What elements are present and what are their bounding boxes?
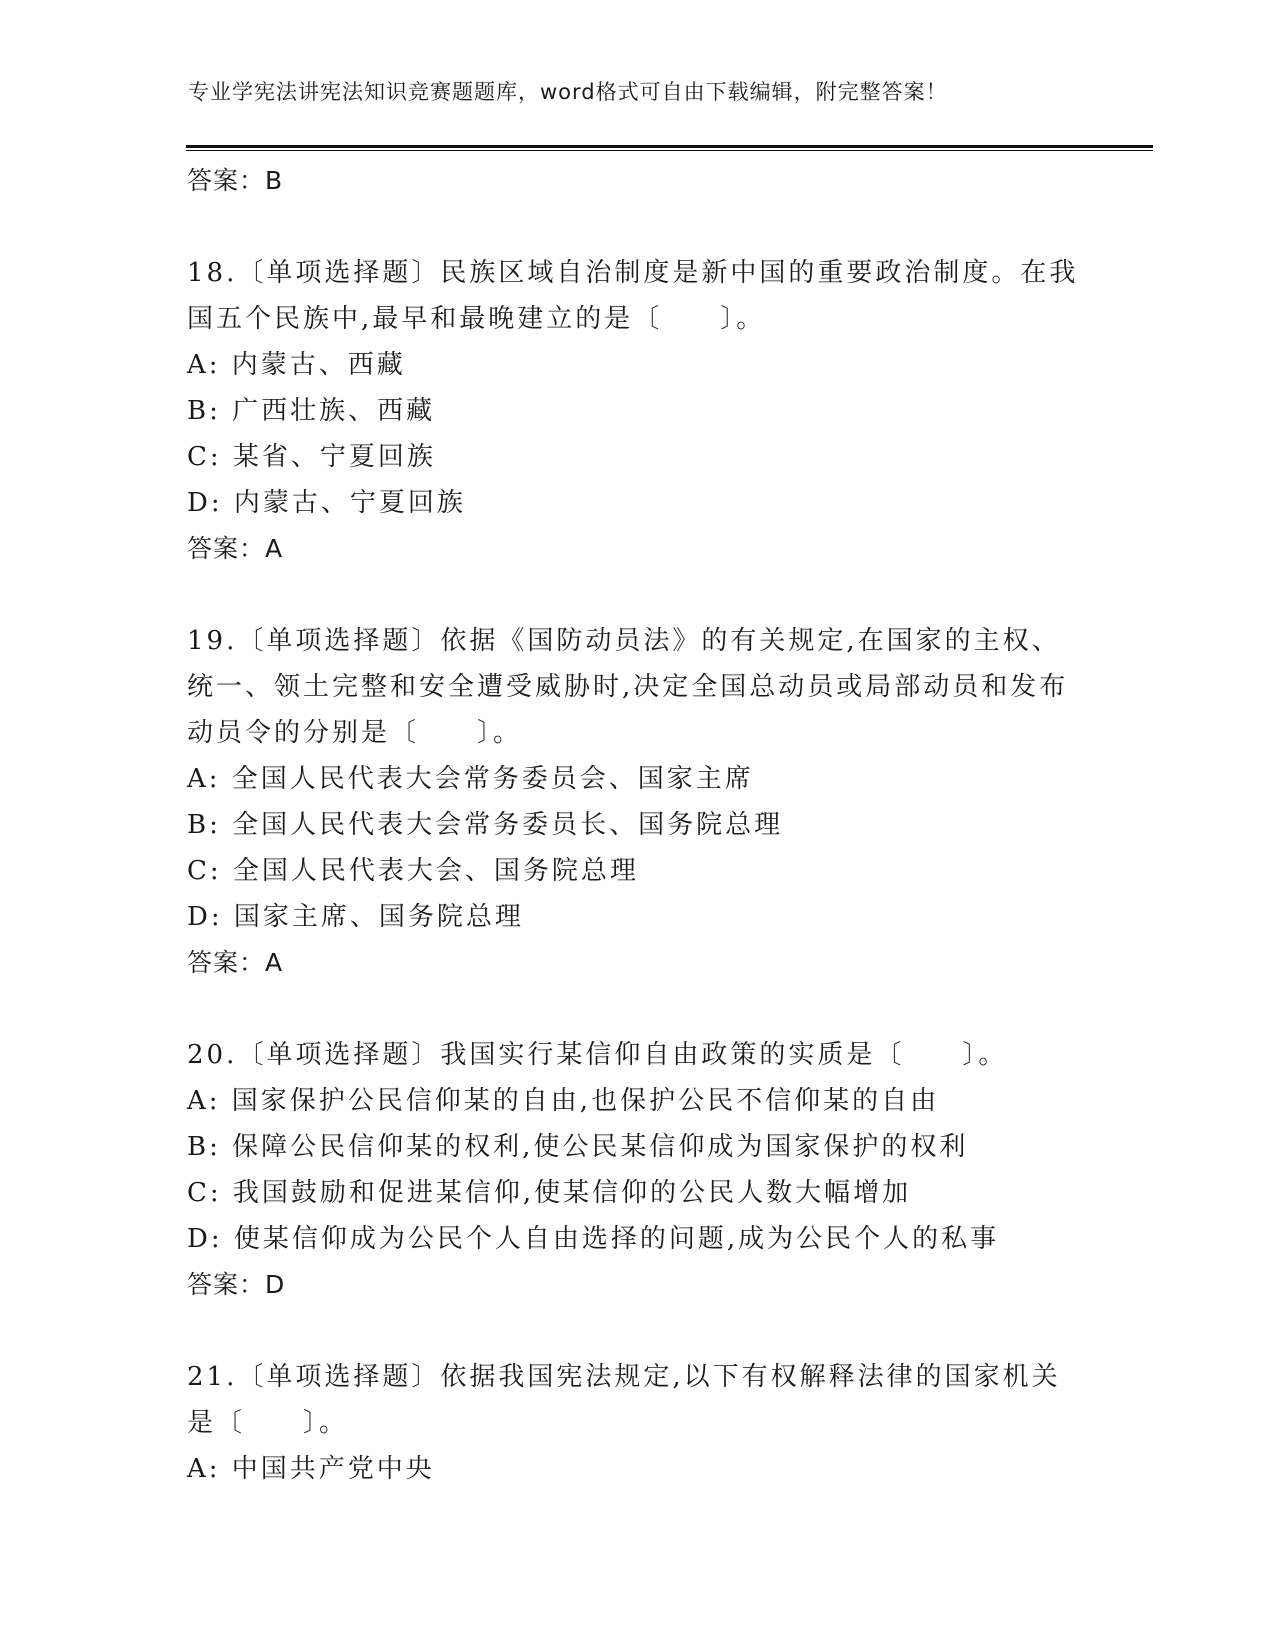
spacer: [187, 986, 1087, 1032]
option-a: A: 全国人民代表大会常务委员会、国家主席: [187, 764, 754, 794]
option-b: B: 保障公民信仰某的权利,使公民某信仰成为国家保护的权利: [187, 1132, 969, 1162]
spacer: [187, 1308, 1087, 1354]
question-block: [187, 618, 1087, 986]
option-a: A: 内蒙古、西藏: [187, 350, 406, 380]
option-c: C: 某省、宁夏回族: [187, 442, 436, 472]
question-text: 统一、领土完整和安全遭受威胁时,决定全国总动员或局部动员和发布: [187, 672, 1069, 702]
answer-line: 答案：D: [187, 1270, 286, 1299]
question-block: [187, 250, 1087, 572]
page-header: 专业学宪法讲宪法知识竞赛题题库，word格式可自由下载编辑，附完整答案！: [188, 80, 948, 104]
option-c: C: 我国鼓励和促进某信仰,使某信仰的公民人数大幅增加: [187, 1178, 912, 1208]
spacer: [187, 204, 1087, 250]
option-a: A: 中国共产党中央: [187, 1454, 435, 1484]
question-list: [187, 158, 1087, 1492]
option-b: B: 全国人民代表大会常务委员长、国务院总理: [187, 810, 784, 840]
question-text: 是〔 〕。: [187, 1408, 349, 1438]
option-d: D: 内蒙古、宁夏回族: [187, 488, 466, 518]
question-text: 21.〔单项选择题〕依据我国宪法规定,以下有权解释法律的国家机关: [187, 1362, 1061, 1392]
header-rule-thin: [186, 150, 1153, 151]
question-text: 19.〔单项选择题〕依据《国防动员法》的有关规定,在国家的主权、: [187, 626, 1061, 656]
spacer: [187, 572, 1087, 618]
question-text: 国五个民族中,最早和最晚建立的是〔 〕。: [187, 304, 766, 334]
option-d: D: 使某信仰成为公民个人自由选择的问题,成为公民个人的私事: [187, 1224, 1000, 1254]
question-text: 20.〔单项选择题〕我国实行某信仰自由政策的实质是〔 〕。: [187, 1040, 1008, 1070]
question-block: [187, 1032, 1087, 1308]
question-text: 动员令的分别是〔 〕。: [187, 718, 523, 748]
option-c: C: 全国人民代表大会、国务院总理: [187, 856, 639, 886]
header-rule-thick: [186, 145, 1153, 148]
option-d: D: 国家主席、国务院总理: [187, 902, 524, 932]
answer-line: 答案：A: [187, 534, 284, 563]
answer-line: 答案：B: [187, 166, 284, 195]
option-b: B: 广西壮族、西藏: [187, 396, 436, 426]
answer-line: 答案：A: [187, 948, 284, 977]
question-block: [187, 1354, 1087, 1492]
option-a: A: 国家保护公民信仰某的自由,也保护公民不信仰某的自由: [187, 1086, 940, 1116]
question-text: 18.〔单项选择题〕民族区域自治制度是新中国的重要政治制度。在我: [187, 258, 1079, 288]
